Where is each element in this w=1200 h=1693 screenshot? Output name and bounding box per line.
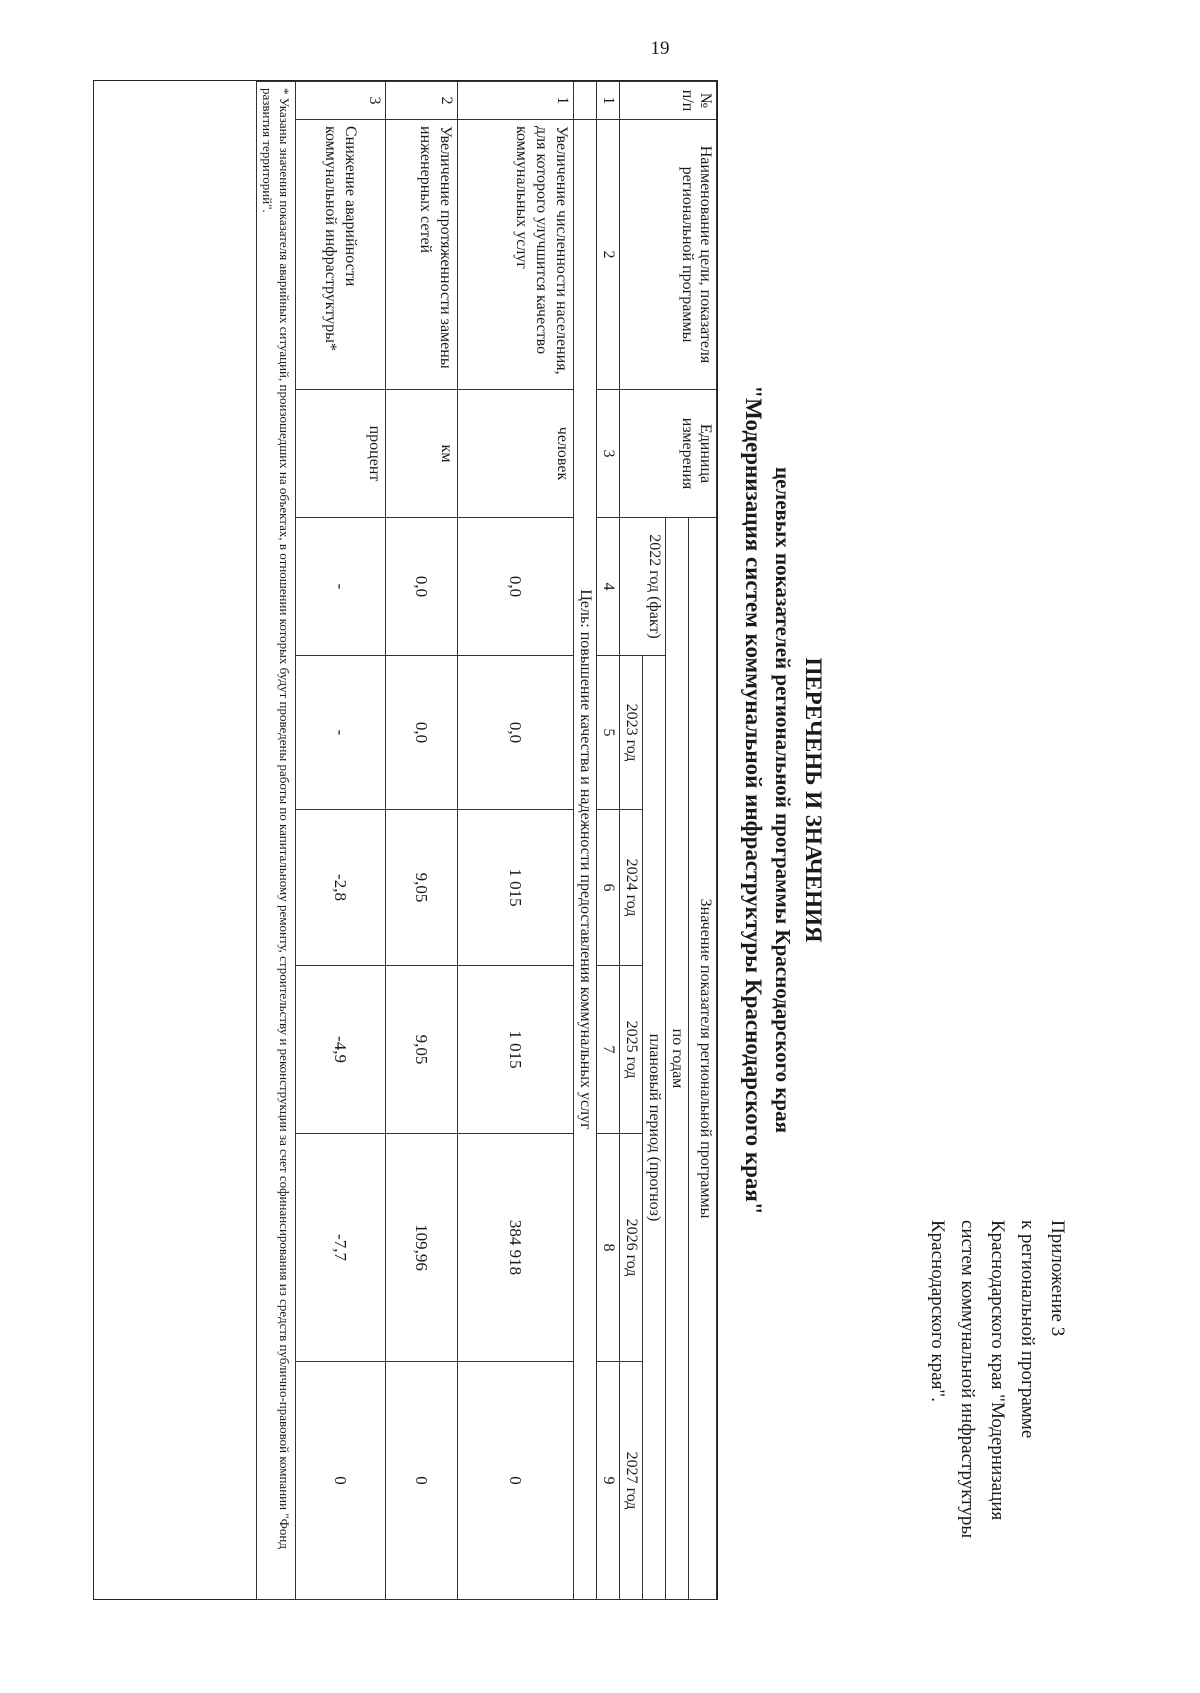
page-number: 19 bbox=[650, 38, 670, 59]
column-number: 1 bbox=[597, 82, 620, 120]
row-value-2025: 9,05 bbox=[386, 966, 458, 1134]
header-value-group: Значение показателя региональной программы bbox=[689, 518, 717, 1600]
appendix-line: Краснодарского края". bbox=[927, 1220, 948, 1402]
row-value-2024: 9,05 bbox=[386, 810, 458, 966]
header-year-2022: 2022 год (факт) bbox=[620, 518, 666, 656]
rotated-landscape-content bbox=[10, 80, 1090, 1620]
column-number: 3 bbox=[597, 390, 620, 518]
row-indicator-name: Увеличение численности населения, для которого улучшится качество коммунальных услуг bbox=[458, 120, 574, 390]
column-number: 7 bbox=[597, 966, 620, 1134]
indicators-table bbox=[256, 81, 717, 1600]
header-year-2026: 2026 год bbox=[620, 1134, 643, 1362]
appendix-line: Краснодарского края "Модернизация bbox=[987, 1220, 1008, 1521]
header-by-years: по годам bbox=[666, 518, 689, 1600]
footnote-row bbox=[257, 82, 296, 1600]
goal-row bbox=[574, 82, 597, 1600]
title-line-1: ПЕРЕЧЕНЬ И ЗНАЧЕНИЯ bbox=[801, 657, 826, 943]
header-year-2024: 2024 год bbox=[620, 810, 643, 966]
row-unit: человек bbox=[458, 390, 574, 518]
row-indicator-name: Увеличение протяженности замены инженерных сетей bbox=[386, 120, 458, 390]
row-value-2027: 0 bbox=[458, 1362, 574, 1600]
row-value-2027: 0 bbox=[386, 1362, 458, 1600]
row-value-2022: - bbox=[296, 518, 386, 656]
row-value-2026: 384 918 bbox=[458, 1134, 574, 1362]
appendix-line: к региональной программе bbox=[1017, 1220, 1038, 1439]
column-number: 5 bbox=[597, 656, 620, 810]
row-value-2022: 0,0 bbox=[386, 518, 458, 656]
row-value-2025: -4,9 bbox=[296, 966, 386, 1134]
appendix-note bbox=[922, 1220, 1072, 1600]
appendix-line: систем коммунальной инфраструктуры bbox=[957, 1220, 978, 1539]
header-row-1 bbox=[689, 82, 717, 1600]
header-num: № п/п bbox=[620, 82, 717, 120]
row-value-2022: 0,0 bbox=[458, 518, 574, 656]
footnote-text: * Указаны значения показателя аварийных ситуаций, произошедших на объектах, в отношении которых будут проведены работы по капитальному ремонту, строительству и реконструкции за счет софинансирования из средств публично-правовой компании "Фонд развития территорий". bbox=[257, 82, 296, 1600]
row-num: 3 bbox=[296, 82, 386, 120]
column-number: 6 bbox=[597, 810, 620, 966]
goal-text: Цель: повышение качества и надежности предоставления коммунальных услуг bbox=[574, 120, 597, 1600]
table-row bbox=[296, 82, 386, 1600]
title-line-3: "Модернизация систем коммунальной инфраструктуры Краснодарского края" bbox=[741, 385, 766, 1215]
column-number: 2 bbox=[597, 120, 620, 390]
row-value-2023: 0,0 bbox=[386, 656, 458, 810]
header-year-2027: 2027 год bbox=[620, 1362, 643, 1600]
row-value-2023: - bbox=[296, 656, 386, 810]
row-value-2023: 0,0 bbox=[458, 656, 574, 810]
row-value-2024: 1 015 bbox=[458, 810, 574, 966]
row-value-2025: 1 015 bbox=[458, 966, 574, 1134]
row-value-2026: 109,96 bbox=[386, 1134, 458, 1362]
header-planned-period: плановый период (прогноз) bbox=[643, 656, 666, 1600]
indicators-table-frame bbox=[93, 80, 718, 1600]
table-row bbox=[386, 82, 458, 1600]
row-unit: процент bbox=[296, 390, 386, 518]
row-num: 2 bbox=[386, 82, 458, 120]
header-name: Наименование цели, показателя региональной программы bbox=[620, 120, 717, 390]
column-number: 9 bbox=[597, 1362, 620, 1600]
goal-num-cell bbox=[574, 82, 597, 120]
table-row bbox=[458, 82, 574, 1600]
row-value-2024: -2,8 bbox=[296, 810, 386, 966]
title-line-2: целевых показателей региональной программы Краснодарского края bbox=[771, 467, 795, 1133]
column-number: 4 bbox=[597, 518, 620, 656]
row-value-2027: 0 bbox=[296, 1362, 386, 1600]
column-number: 8 bbox=[597, 1134, 620, 1362]
appendix-line: Приложение 3 bbox=[1047, 1220, 1068, 1337]
column-number-row bbox=[597, 82, 620, 1600]
row-unit: км bbox=[386, 390, 458, 518]
row-num: 1 bbox=[458, 82, 574, 120]
document-title bbox=[738, 230, 828, 1370]
row-value-2026: -7,7 bbox=[296, 1134, 386, 1362]
header-unit: Единица измерения bbox=[620, 390, 717, 518]
header-year-2025: 2025 год bbox=[620, 966, 643, 1134]
header-year-2023: 2023 год bbox=[620, 656, 643, 810]
row-indicator-name: Снижение аварийности коммунальной инфраструктуры* bbox=[296, 120, 386, 390]
